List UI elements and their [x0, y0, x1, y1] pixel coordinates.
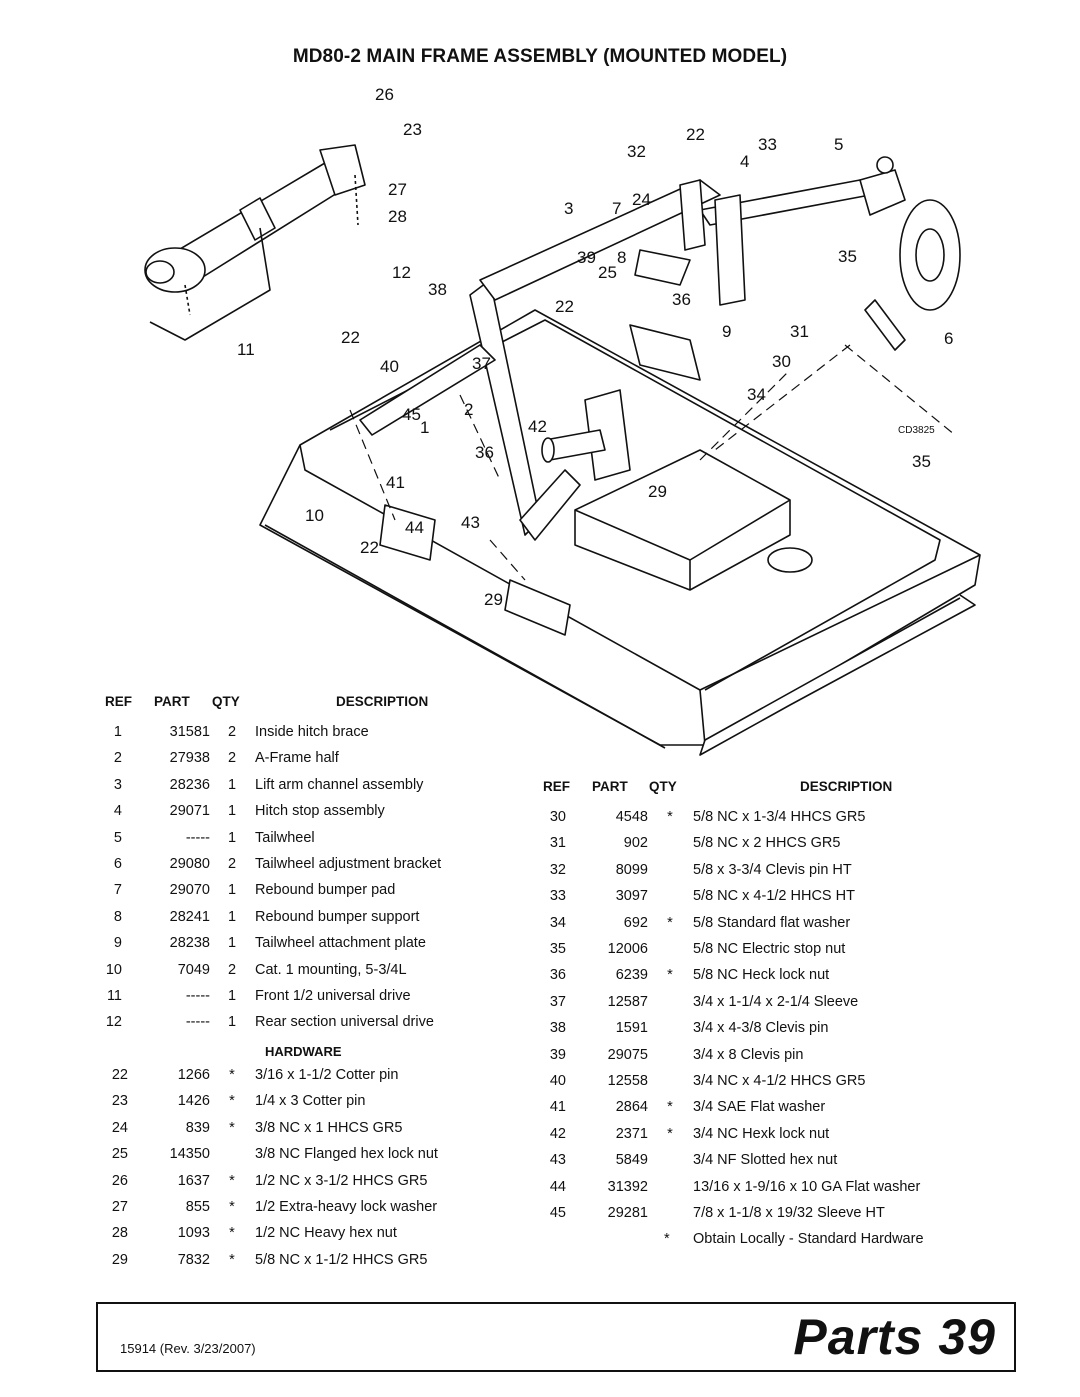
qty-cell: 2 — [227, 724, 237, 740]
part-number-cell: 692 — [623, 914, 648, 931]
callout-22: 22 — [341, 328, 360, 347]
description-cell: Tailwheel — [255, 829, 315, 846]
callout-33: 33 — [758, 135, 777, 154]
table-row — [100, 962, 480, 988]
ref-cell: 23 — [111, 1093, 128, 1110]
callout-40: 40 — [380, 357, 399, 376]
header-description: DESCRIPTION — [336, 694, 429, 709]
callout-5: 5 — [834, 135, 844, 154]
part-number-cell: 902 — [623, 835, 648, 852]
callout-32: 32 — [627, 142, 646, 161]
ref-cell: 44 — [549, 1178, 566, 1195]
table-row — [538, 809, 968, 835]
part-number-cell: 1591 — [615, 1020, 648, 1037]
page-label: Parts 39 — [793, 1309, 996, 1365]
table-row — [538, 1179, 968, 1205]
header-ref-right: REF — [543, 779, 570, 794]
part-number-cell: 1637 — [177, 1172, 210, 1189]
table-row — [538, 1126, 968, 1152]
figure-code: CD3825 — [898, 425, 935, 436]
table-row — [538, 888, 968, 914]
callout-30: 30 — [772, 352, 791, 371]
description-cell: Rear section universal drive — [255, 1014, 434, 1031]
table-row — [100, 830, 480, 856]
document-number: 15914 (Rev. 3/23/2007) — [120, 1341, 256, 1356]
tailwheel-assembly — [860, 157, 960, 350]
callout-39: 39 — [577, 248, 596, 267]
callout-43: 43 — [461, 513, 480, 532]
description-cell: Lift arm channel assembly — [255, 776, 424, 793]
description-cell: Tailwheel attachment plate — [255, 935, 426, 952]
callout-23: 23 — [403, 120, 422, 139]
table-row — [100, 909, 480, 935]
parts-table-left — [100, 694, 480, 1284]
qty-cell: 1 — [227, 908, 237, 925]
callout-41: 41 — [386, 473, 405, 492]
qty-cell: * — [229, 1225, 235, 1242]
table-row — [100, 1199, 480, 1225]
callout-35b: 35 — [912, 452, 931, 471]
ref-cell: 28 — [111, 1225, 128, 1242]
ref-cell: 29 — [111, 1251, 128, 1268]
callout-22c: 22 — [555, 297, 574, 316]
callout-12: 12 — [392, 263, 411, 282]
description-cell: A-Frame half — [255, 750, 339, 767]
description-cell: 3/4 x 8 Clevis pin — [693, 1046, 804, 1063]
table-row — [100, 1067, 480, 1093]
description-cell: 3/8 NC Flanged hex lock nut — [255, 1146, 438, 1163]
parts-table-right — [538, 779, 968, 1259]
ref-cell: 12 — [105, 1014, 122, 1031]
part-number-cell: 31581 — [169, 724, 210, 740]
description-cell: Tailwheel adjustment bracket — [255, 856, 442, 872]
qty-cell: * — [667, 914, 673, 931]
part-number-cell: 28238 — [169, 935, 210, 952]
header-ref: REF — [105, 694, 132, 709]
part-number-cell: 1093 — [177, 1225, 210, 1242]
qty-cell: * — [229, 1067, 235, 1083]
qty-cell: 1 — [227, 829, 237, 846]
qty-cell: 2 — [227, 750, 237, 767]
callout-27: 27 — [388, 180, 407, 199]
part-number-cell: 28236 — [169, 776, 210, 793]
callout-35: 35 — [838, 247, 857, 266]
table-row — [100, 777, 480, 803]
ref-cell: 42 — [549, 1125, 566, 1142]
qty-cell: 2 — [227, 961, 237, 978]
part-number-cell: 8099 — [615, 861, 648, 878]
ref-cell: 6 — [113, 856, 122, 872]
callout-37: 37 — [472, 354, 491, 373]
description-cell: Rebound bumper pad — [255, 882, 396, 899]
table-row — [100, 750, 480, 776]
description-cell: 5/8 NC x 1-1/2 HHCS GR5 — [255, 1251, 428, 1268]
table-row — [538, 1099, 968, 1125]
description-cell: 1/2 NC x 3-1/2 HHCS GR5 — [255, 1172, 428, 1189]
description-cell: 1/2 NC Heavy hex nut — [255, 1225, 397, 1242]
description-cell: 5/8 NC Electric stop nut — [693, 941, 846, 957]
ref-cell: 37 — [549, 993, 566, 1010]
part-number-cell: 12558 — [607, 1073, 648, 1089]
callout-36: 36 — [672, 290, 691, 309]
footnote-symbol: * — [664, 1231, 670, 1247]
header-description-right: DESCRIPTION — [800, 779, 893, 794]
table-row — [100, 988, 480, 1014]
callout-1: 1 — [420, 418, 430, 437]
callout-11: 11 — [237, 340, 255, 359]
description-cell: 3/4 SAE Flat washer — [693, 1099, 826, 1116]
ref-cell: 43 — [549, 1152, 566, 1169]
qty-cell: * — [667, 809, 673, 825]
callout-6: 6 — [944, 329, 954, 348]
part-number-cell: 12587 — [607, 993, 648, 1010]
ref-cell: 2 — [113, 750, 122, 767]
ref-cell: 24 — [111, 1119, 128, 1136]
callout-28: 28 — [388, 207, 407, 226]
table-row — [100, 1093, 480, 1119]
qty-cell: 2 — [227, 856, 237, 872]
part-number-cell: 2371 — [615, 1125, 648, 1142]
description-cell: 5/8 NC x 1-3/4 HHCS GR5 — [693, 809, 866, 825]
ref-cell: 31 — [549, 835, 566, 852]
qty-cell: * — [229, 1172, 235, 1189]
header-part-right: PART — [592, 779, 628, 794]
description-cell: 7/8 x 1-1/8 x 19/32 Sleeve HT — [693, 1205, 885, 1221]
callout-7: 7 — [612, 199, 622, 218]
callout-26: 26 — [375, 85, 394, 104]
callout-25: 25 — [598, 263, 617, 282]
ref-cell: 7 — [113, 882, 122, 899]
part-number-cell: 14350 — [169, 1146, 210, 1163]
callout-29: 29 — [648, 482, 667, 501]
description-cell: 5/8 NC x 4-1/2 HHCS HT — [693, 888, 855, 905]
table-row — [538, 994, 968, 1020]
part-number-cell: 29281 — [607, 1205, 648, 1221]
table-row — [538, 835, 968, 861]
ref-cell: 4 — [113, 803, 122, 820]
table-row — [100, 1014, 480, 1040]
part-number-cell: 3097 — [615, 888, 648, 905]
exploded-parts-diagram — [90, 80, 990, 770]
table-row — [538, 1205, 968, 1231]
table-row — [538, 967, 968, 993]
callout-38: 38 — [428, 280, 447, 299]
header-qty-right: QTY — [649, 779, 677, 794]
ref-cell: 1 — [113, 724, 122, 740]
part-number-cell: 6239 — [615, 967, 648, 984]
description-cell: Cat. 1 mounting, 5-3/4L — [255, 961, 407, 978]
table-row — [100, 1146, 480, 1172]
part-number-cell: 29080 — [169, 856, 210, 872]
qty-cell: 1 — [227, 882, 237, 899]
drive-shaft — [145, 145, 365, 340]
part-number-cell: ----- — [185, 829, 210, 846]
qty-cell: * — [667, 1099, 673, 1116]
description-cell: 5/8 Standard flat washer — [693, 914, 851, 931]
description-cell: 1/2 Extra-heavy lock washer — [255, 1199, 438, 1215]
qty-cell: * — [667, 1125, 673, 1142]
callout-44: 44 — [405, 518, 424, 537]
part-number-cell: 5849 — [615, 1152, 648, 1169]
table-row — [100, 935, 480, 961]
table-row — [100, 856, 480, 882]
table-row — [538, 915, 968, 941]
table-row — [538, 941, 968, 967]
part-number-cell: 7832 — [177, 1251, 210, 1268]
header-part: PART — [154, 694, 190, 709]
ref-cell: 8 — [113, 908, 122, 925]
description-cell: 3/4 NF Slotted hex nut — [693, 1152, 838, 1169]
table-row — [100, 1120, 480, 1146]
table-row — [538, 1047, 968, 1073]
callout-2: 2 — [464, 400, 474, 419]
ref-cell: 10 — [105, 961, 122, 978]
part-number-cell: 31392 — [607, 1178, 648, 1195]
hardware-heading: HARDWARE — [265, 1044, 342, 1059]
callout-31: 31 — [790, 322, 809, 341]
part-number-cell: 29070 — [169, 882, 210, 899]
description-cell: 1/4 x 3 Cotter pin — [255, 1093, 366, 1110]
qty-cell: 1 — [227, 1014, 237, 1031]
description-cell: 3/4 NC x 4-1/2 HHCS GR5 — [693, 1073, 866, 1089]
ref-cell: 11 — [106, 988, 122, 1004]
footnote — [538, 1231, 968, 1257]
callout-3: 3 — [564, 199, 574, 218]
ref-cell: 39 — [549, 1046, 566, 1063]
qty-cell: 1 — [227, 935, 237, 952]
table-row — [100, 724, 480, 750]
ref-cell: 36 — [549, 967, 566, 984]
callout-10: 10 — [305, 506, 324, 525]
part-number-cell: 28241 — [169, 908, 210, 925]
description-cell: 5/8 x 3-3/4 Clevis pin HT — [693, 861, 852, 878]
ref-cell: 33 — [549, 888, 566, 905]
callout-4: 4 — [740, 152, 750, 171]
qty-cell: * — [667, 967, 673, 984]
qty-cell: 1 — [227, 988, 237, 1004]
part-number-cell: 855 — [185, 1199, 210, 1215]
ref-cell: 5 — [113, 829, 122, 846]
callout-29b: 29 — [484, 590, 503, 609]
ref-cell: 30 — [549, 809, 566, 825]
description-cell: Hitch stop assembly — [255, 803, 385, 820]
table-row — [538, 1020, 968, 1046]
part-number-cell: 2864 — [615, 1099, 648, 1116]
table-row — [538, 1152, 968, 1178]
ref-cell: 41 — [549, 1099, 566, 1116]
callout-8: 8 — [617, 248, 627, 267]
ref-cell: 38 — [549, 1020, 566, 1037]
description-cell: 5/8 NC x 2 HHCS GR5 — [693, 835, 841, 852]
qty-cell: * — [229, 1199, 235, 1215]
callout-22b: 22 — [686, 125, 705, 144]
description-cell: 5/8 NC Heck lock nut — [693, 967, 830, 984]
ref-cell: 22 — [111, 1067, 128, 1083]
qty-cell: 1 — [227, 776, 237, 793]
ref-cell: 34 — [549, 914, 566, 931]
part-number-cell: 4548 — [615, 809, 648, 825]
table-row — [100, 1225, 480, 1251]
callout-36b: 36 — [475, 443, 494, 462]
part-number-cell: ----- — [185, 988, 210, 1004]
ref-cell: 40 — [549, 1073, 566, 1089]
qty-cell: * — [229, 1119, 235, 1136]
qty-cell: * — [229, 1251, 235, 1268]
part-number-cell: 1266 — [177, 1067, 210, 1083]
part-number-cell: 27938 — [169, 750, 210, 767]
ref-cell: 35 — [549, 941, 566, 957]
description-cell: 3/4 NC Hexk lock nut — [693, 1125, 830, 1142]
description-cell: Rebound bumper support — [255, 908, 420, 925]
table-row — [538, 862, 968, 888]
table-row — [538, 1073, 968, 1099]
footnote-text: Obtain Locally - Standard Hardware — [693, 1231, 924, 1247]
part-number-cell: 12006 — [607, 941, 648, 957]
ref-cell: 25 — [111, 1146, 128, 1163]
part-number-cell: 29071 — [169, 803, 210, 820]
page-title: MD80-2 MAIN FRAME ASSEMBLY (MOUNTED MODEL) — [292, 46, 788, 67]
part-number-cell: ----- — [185, 1014, 210, 1031]
callout-45: 45 — [402, 405, 421, 424]
description-cell: 3/4 x 4-3/8 Clevis pin — [693, 1020, 829, 1037]
description-cell: 3/16 x 1-1/2 Cotter pin — [255, 1067, 399, 1083]
part-number-cell: 1426 — [177, 1093, 210, 1110]
callout-42: 42 — [528, 417, 547, 436]
callout-22d: 22 — [360, 538, 379, 557]
page-footer — [96, 1302, 1016, 1372]
ref-cell: 3 — [113, 776, 122, 793]
ref-cell: 26 — [111, 1172, 128, 1189]
part-number-cell: 839 — [185, 1119, 210, 1136]
ref-cell: 32 — [549, 861, 566, 878]
qty-cell: * — [229, 1093, 235, 1110]
part-number-cell: 7049 — [177, 961, 210, 978]
description-cell: Inside hitch brace — [255, 724, 369, 740]
callout-9: 9 — [722, 322, 732, 341]
description-cell: 3/8 NC x 1 HHCS GR5 — [255, 1119, 403, 1136]
part-number-cell: 29075 — [607, 1046, 648, 1063]
header-qty: QTY — [212, 694, 240, 709]
ref-cell: 9 — [113, 935, 122, 952]
callout-34: 34 — [747, 385, 766, 404]
description-cell: 13/16 x 1-9/16 x 10 GA Flat washer — [693, 1178, 921, 1195]
description-cell: Front 1/2 universal drive — [255, 988, 411, 1004]
ref-cell: 27 — [111, 1199, 128, 1215]
table-row — [100, 882, 480, 908]
ref-cell: 45 — [549, 1205, 566, 1221]
table-row — [100, 803, 480, 829]
qty-cell: 1 — [227, 803, 237, 820]
description-cell: 3/4 x 1-1/4 x 2-1/4 Sleeve — [693, 993, 859, 1010]
table-row — [100, 1252, 480, 1278]
callout-24: 24 — [632, 190, 651, 209]
table-row — [100, 1173, 480, 1199]
